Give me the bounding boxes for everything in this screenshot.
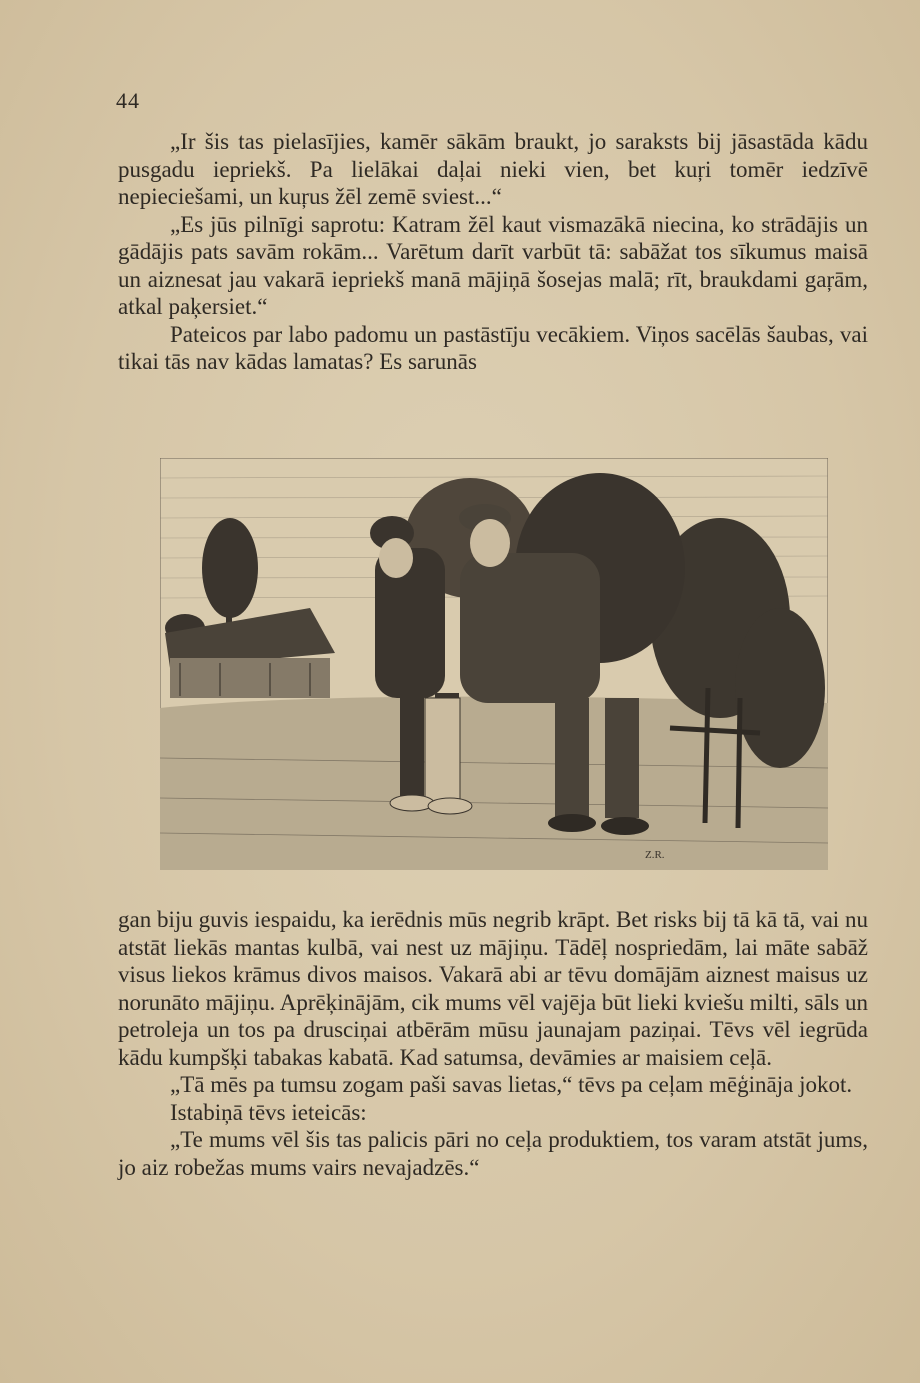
illustration-drawing bbox=[160, 458, 828, 870]
text-block-top bbox=[118, 128, 868, 376]
paragraph: gan biju guvis iespaidu, ka ierēdnis mūs negrib krāpt. Bet risks bij tā kā tā, vai nu atstāt liekās mantas kulbā, vai nest uz mājiņu. Tādēļ nospriedām, lai māte sabāž visus liekos krāmus divos maisos. Vakarā abi ar tēvu domājām aiznest maisus uz norunāto mājiņu. Aprēķinājām, cik mums vēl vajēja būt lieki kviešu milti, sāls un petroleja un tos pa drusciņai atbērām mūsu jaunajam paziņai. Tēvs vēl iegrūda kādu kumpšķi tabakas kabatā. Kad satumsa, devāmies ar maisiem ceļā. bbox=[118, 907, 868, 1070]
text-block-bottom bbox=[118, 906, 868, 1181]
paragraph: „Ir šis tas pielasījies, kamēr sākām braukt, jo saraksts bij jāsastāda kādu pusgadu iepriekš. Pa lielākai daļai nieki vien, bet kuŗi tomēr iedzīvē nepieciešami, un kuŗus žēl zemē sviest...“ bbox=[118, 129, 868, 209]
paragraph: Pateicos par labo padomu un pastāstīju vecākiem. Viņos sacēlās šaubas, vai tikai tās nav kādas lamatas? Es sarunās bbox=[118, 321, 868, 374]
paragraph: „Tā mēs pa tumsu zogam paši savas lietas,“ tēvs pa ceļam mēģināja jokot. bbox=[170, 1072, 853, 1097]
paragraph: Istabiņā tēvs ieteicās: bbox=[170, 1099, 367, 1125]
illustration-two-men-carrying-sacks bbox=[160, 458, 828, 870]
paragraph: „Te mums vēl šis tas palicis pāri no ceļa produktiem, tos varam atstāt jums, jo aiz robežas mums vairs nevajadzēs.“ bbox=[118, 1127, 868, 1180]
page-number: 44 bbox=[116, 88, 140, 113]
paragraph: „Es jūs pilnīgi saprotu: Katram žēl kaut vismazākā niecina, ko strādājis un gādājis pats savām rokām... Varētum darīt varbūt tā: sabāžat tos sīkumus maisā un aiznesat jau vakarā iepriekš manā mājiņā šosejas malā; rīt, braukdami gaŗām, atkal paķersiet.“ bbox=[118, 211, 868, 319]
illustration-signature: Z.R. bbox=[645, 849, 665, 861]
